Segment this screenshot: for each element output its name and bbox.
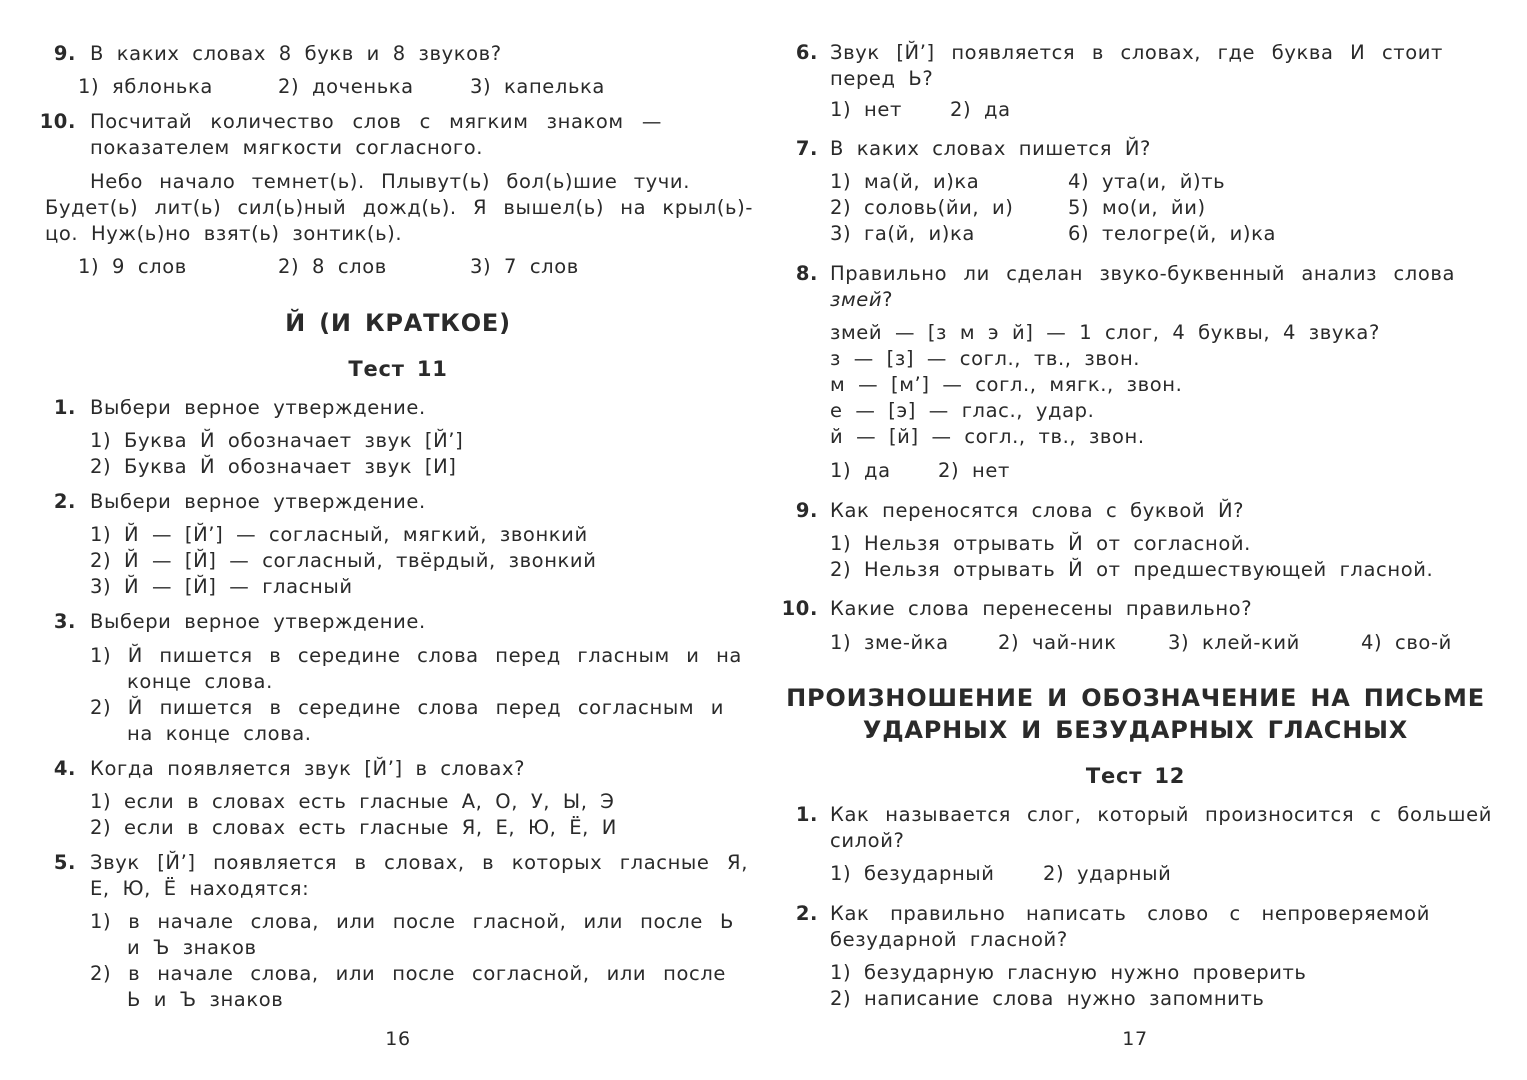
answer-option: 2) нет <box>938 459 1010 482</box>
question-text: Как переносятся слова с буквой Й? <box>830 499 1245 522</box>
question-text <box>830 288 893 312</box>
answer-option: 1) в начале слова, или после гласной, или после Ь <box>90 910 734 933</box>
test-title: Тест 12 <box>1085 764 1186 788</box>
answer-option: 3) капелька <box>470 75 605 98</box>
question-text: силой? <box>830 829 905 852</box>
answer-option: 2) 8 слов <box>278 255 387 278</box>
answer-option: 6) телогре(й, и)ка <box>1068 222 1277 245</box>
question-text: перед Ь? <box>830 67 934 90</box>
answer-option: 2) если в словах есть гласные Я, Е, Ю, Ё, И <box>90 816 617 839</box>
question-number: 10. <box>39 110 76 133</box>
question-text: Е, Ю, Ё находятся: <box>90 877 310 900</box>
answer-option: 2) доченька <box>278 75 414 98</box>
answer-option: 1) яблонька <box>78 75 213 98</box>
answer-option: 1) Й — [Й’] — согласный, мягкий, звонкий <box>90 523 588 546</box>
passage-line: Небо начало темнет(ь). Плывут(ь) бол(ь)шие тучи. <box>90 170 690 193</box>
question-number: 2. <box>795 902 818 925</box>
test-title: Тест 11 <box>348 357 448 381</box>
question-text: Когда появляется звук [Й’] в словах? <box>90 757 526 780</box>
answer-option: 1) безударный <box>830 862 995 885</box>
answer-option: 1) безударную гласную нужно проверить <box>830 961 1307 984</box>
question-text: Посчитай количество слов с мягким знаком — <box>90 110 662 133</box>
question-text: Выбери верное утверждение. <box>90 610 426 633</box>
answer-option: 3) га(й, и)ка <box>830 222 975 245</box>
question-text: Выбери верное утверждение. <box>90 490 426 513</box>
answer-option: 1) 9 слов <box>78 255 187 278</box>
analysis-line: змей — [з м э й] — 1 слог, 4 буквы, 4 звука? <box>830 321 1380 344</box>
analysis-line: й — [й] — согл., тв., звон. <box>830 425 1145 448</box>
answer-option: 5) мо(и, йи) <box>1068 196 1206 219</box>
answer-option: 2) Нельзя отрывать Й от предшествующей гласной. <box>830 558 1434 581</box>
answer-option: 2) Й пишется в середине слова перед согласным и <box>90 696 724 719</box>
right-page <box>763 0 1527 1080</box>
answer-option: 2) Й — [Й] — согласный, твёрдый, звонкий <box>90 549 597 572</box>
question-text: Выбери верное утверждение. <box>90 396 426 419</box>
question-text: Звук [Й’] появляется в словах, где буква И стоит <box>830 41 1443 64</box>
answer-option-cont: и Ъ знаков <box>127 936 257 959</box>
answer-option: 1) если в словах есть гласные А, О, У, Ы, Э <box>90 790 615 813</box>
answer-option: 3) клей-кий <box>1168 631 1300 654</box>
question-number: 9. <box>795 499 818 522</box>
page-number: 16 <box>385 1028 411 1050</box>
passage-line: Будет(ь) лит(ь) сил(ь)ный дожд(ь). Я вышел(ь) на крыл(ь)- <box>45 196 753 219</box>
question-number: 1. <box>795 803 818 826</box>
question-text: Правильно ли сделан звуко-буквенный анализ слова <box>830 262 1455 285</box>
question-number: 9. <box>53 42 76 65</box>
passage-line: цо. Нуж(ь)но взят(ь) зонтик(ь). <box>45 222 403 245</box>
answer-option: 1) Нельзя отрывать Й от согласной. <box>830 532 1251 555</box>
question-number: 2. <box>53 490 76 513</box>
answer-option: 2) чай-ник <box>998 631 1117 654</box>
question-text: В каких словах 8 букв и 8 звуков? <box>90 42 502 65</box>
question-number: 10. <box>781 597 818 620</box>
question-number: 4. <box>53 757 76 780</box>
question-text: Какие слова перенесены правильно? <box>830 597 1253 620</box>
answer-option: 1) Й пишется в середине слова перед гласным и на <box>90 644 742 667</box>
answer-option-cont: на конце слова. <box>127 722 312 745</box>
answer-option: 1) нет <box>830 98 902 121</box>
question-number: 7. <box>795 137 818 160</box>
answer-option: 1) ма(й, и)ка <box>830 170 980 193</box>
answer-option: 4) ута(и, й)ть <box>1068 170 1226 193</box>
answer-option: 4) сво-й <box>1361 631 1452 654</box>
question-text: безударной гласной? <box>830 928 1068 951</box>
question-number: 5. <box>53 851 76 874</box>
question-number: 6. <box>795 41 818 64</box>
answer-option-cont: конце слова. <box>127 670 273 693</box>
question-text: Звук [Й’] появляется в словах, в которых гласные Я, <box>90 851 748 874</box>
analysis-line: м — [м’] — согл., мягк., звон. <box>830 373 1183 396</box>
question-number: 8. <box>795 262 818 285</box>
answer-option: 2) соловь(йи, и) <box>830 196 1014 219</box>
question-mark: ? <box>882 288 894 311</box>
answer-option: 2) написание слова нужно запомнить <box>830 987 1265 1010</box>
analysis-line: з — [з] — согл., тв., звон. <box>830 347 1141 370</box>
answer-option: 2) ударный <box>1043 862 1172 885</box>
answer-option: 2) да <box>950 98 1011 121</box>
section-title: ПРОИЗНОШЕНИЕ И ОБОЗНАЧЕНИЕ НА ПИСЬМЕ <box>786 684 1485 712</box>
answer-option: 1) зме-йка <box>830 631 949 654</box>
answer-option: 1) да <box>830 459 891 482</box>
question-text: Как правильно написать слово с непроверяемой <box>830 902 1430 925</box>
answer-option: 3) 7 слов <box>470 255 579 278</box>
section-title: УДАРНЫХ И БЕЗУДАРНЫХ ГЛАСНЫХ <box>862 716 1409 744</box>
answer-option: 2) в начале слова, или после согласной, или после <box>90 962 726 985</box>
question-number: 3. <box>53 610 76 633</box>
answer-option-cont: Ь и Ъ знаков <box>127 988 284 1011</box>
question-text: В каких словах пишется Й? <box>830 137 1151 160</box>
question-text: показателем мягкости согласного. <box>90 136 484 159</box>
answer-option: 3) Й — [Й] — гласный <box>90 575 353 598</box>
section-title: Й (И КРАТКОЕ) <box>285 309 511 337</box>
left-page <box>0 0 763 1080</box>
question-text: Как называется слог, который произносится с большей <box>830 803 1492 826</box>
question-number: 1. <box>53 396 76 419</box>
answer-option: 2) Буква Й обозначает звук [И] <box>90 455 457 478</box>
analysis-line: е — [э] — глас., удар. <box>830 399 1095 422</box>
answer-option: 1) Буква Й обозначает звук [Й’] <box>90 429 464 452</box>
page-number: 17 <box>1122 1028 1148 1050</box>
italic-word: змей <box>830 288 883 311</box>
